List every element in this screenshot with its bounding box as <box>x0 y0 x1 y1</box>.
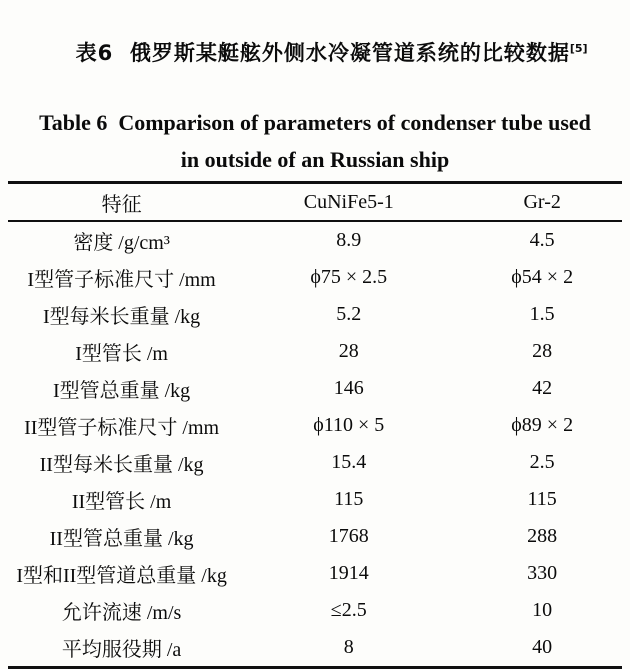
citation-ref-marker: [5] <box>569 42 588 55</box>
feature-label: 允许流速 /m/s <box>61 602 182 624</box>
table-row <box>8 407 622 444</box>
cunife5-1-value: ≤2.5 <box>330 599 367 621</box>
table-caption-zh <box>0 7 630 100</box>
cunife5-1-value: 8 <box>343 636 354 658</box>
cunife5-1-value: 5.2 <box>336 303 362 325</box>
gr-2-value: 4.5 <box>529 229 555 251</box>
header-row <box>8 183 622 222</box>
feature-label: I型每米长重量 /kg <box>42 306 201 328</box>
cunife5-1-value: ϕ110 × 5 <box>313 414 385 436</box>
feature-label: II型每米长重量 /kg <box>39 454 204 476</box>
table-caption-en-line2: in outside of an Russian ship <box>180 147 450 172</box>
table-row <box>8 370 622 407</box>
table-row <box>8 333 622 370</box>
feature-label: I型管总重量 /kg <box>52 380 191 402</box>
table-caption-zh-text: 表6 俄罗斯某艇舷外侧水冷凝管道系统的比较数据 <box>75 41 570 65</box>
gr-2-value: 28 <box>532 340 553 362</box>
gr-2-value: 10 <box>532 599 553 621</box>
feature-label: 平均服役期 /a <box>61 639 182 661</box>
cunife5-1-value: 15.4 <box>331 451 367 473</box>
cunife5-1-value: 1768 <box>328 525 369 547</box>
header-gr-2: Gr-2 <box>462 183 622 222</box>
gr-2-value: 42 <box>532 377 553 399</box>
cunife5-1-value: 115 <box>334 488 364 510</box>
comparison-table <box>8 181 622 669</box>
gr-2-value: 288 <box>527 525 558 547</box>
gr-2-value: 115 <box>527 488 557 510</box>
cunife5-1-value: 146 <box>333 377 364 399</box>
table-row <box>8 592 622 629</box>
table-row <box>8 481 622 518</box>
gr-2-value: ϕ54 × 2 <box>511 266 574 288</box>
gr-2-value: 1.5 <box>529 303 555 325</box>
feature-label: II型管子标准尺寸 /mm <box>24 417 220 439</box>
gr-2-value: 2.5 <box>529 451 555 473</box>
cunife5-1-value: 28 <box>338 340 359 362</box>
feature-label: I型管子标准尺寸 /mm <box>27 269 216 291</box>
header-feature: 特征 <box>8 183 235 222</box>
cunife5-1-value: ϕ75 × 2.5 <box>310 266 388 288</box>
table-caption-en-line1: Table 6 Comparison of parameters of condenser tube used <box>39 110 591 135</box>
table-row <box>8 259 622 296</box>
feature-label: II型管长 /m <box>71 491 172 513</box>
gr-2-value: 330 <box>527 562 558 584</box>
table-row <box>8 221 622 259</box>
cunife5-1-value: 1914 <box>328 562 369 584</box>
cunife5-1-value: 8.9 <box>336 229 362 251</box>
gr-2-value: ϕ89 × 2 <box>511 414 574 436</box>
table-row <box>8 444 622 481</box>
feature-label: 密度 /g/cm³ <box>73 232 170 254</box>
table-row <box>8 555 622 592</box>
table-row <box>8 629 622 668</box>
header-cunife5-1: CuNiFe5-1 <box>235 183 462 222</box>
feature-label: I型和II型管道总重量 /kg <box>16 565 227 587</box>
feature-label: II型管总重量 /kg <box>49 528 194 550</box>
feature-label: I型管长 /m <box>75 343 168 365</box>
table-row <box>8 296 622 333</box>
gr-2-value: 40 <box>532 636 553 658</box>
table-row <box>8 518 622 555</box>
